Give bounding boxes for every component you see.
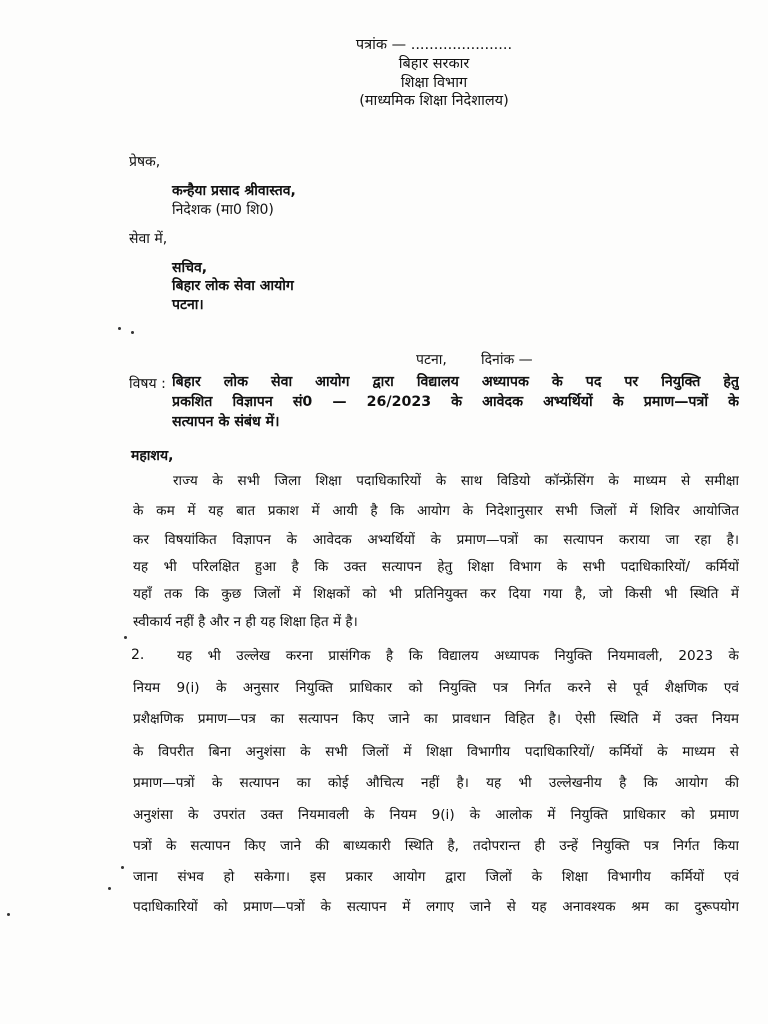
sender-name: कन्हैया प्रसाद श्रीवास्तव, [172,183,296,199]
paragraph-1-line: कर विषयांकित विज्ञापन के आवेदक अभ्यर्थियों के प्रमाण—पत्रों का सत्यापन कराया जा रहा है। [133,532,739,548]
paragraph-1-line: के कम में यह बात प्रकाश में आयी है कि आयोग के निदेशानुसार सभी जिलों में शिविर आयोजित [133,503,739,519]
header-department: शिक्षा विभाग [400,75,468,91]
paragraph-1-line: राज्य के सभी जिला शिक्षा पदाधिकारियों के साथ विडियो कॉन्फ्रेंसिंग के माध्यम से समीक्षा [173,473,739,489]
paragraph-2-line: यह भी उल्लेख करना प्रासंगिक है कि विद्यालय अध्यापक नियुक्ति नियमावली, 2023 के [177,648,739,664]
scan-speck [118,327,121,330]
paragraph-2-line: नियम 9(i) के अनुसार नियुक्ति प्राधिकार को नियुक्ति पत्र निर्गत करने से पूर्व शैक्षणिक एवं [133,680,739,696]
date-field: दिनांक — [481,352,533,368]
recipient-title: सचिव, [172,260,208,276]
paragraph-2-line: जाना संभव हो सकेगा। इस प्रकार आयोग द्वारा जिलों के शिक्षा विभागीय कर्मियों एवं [133,869,739,885]
recipient-label: सेवा में, [129,231,168,247]
paragraph-2-line: प्रमाण—पत्रों के सत्यापन का कोई औचित्य नहीं है। यह भी उल्लेखनीय है कि आयोग की [133,775,739,791]
subject-line: बिहार लोक सेवा आयोग द्वारा विद्यालय अध्यापक के पद पर नियुक्ति हेतु [172,374,739,390]
scan-speck [124,636,127,639]
sender-designation: निदेशक (मा0 शि0) [172,202,274,218]
paragraph-2-line: प्रशैक्षणिक प्रमाण—पत्र का सत्यापन किए जाने का प्रावधान विहित है। ऐसी स्थिति में उक्त नियम [133,711,739,727]
recipient-city: पटना। [172,297,204,313]
scan-speck [7,913,10,916]
paragraph-2-number: 2. [131,647,145,663]
scan-speck [121,866,124,869]
subject-line: प्रकशित विज्ञापन सं0 — 26/2023 के आवेदक अभ्यर्थियों के प्रमाण—पत्रों के [172,394,739,410]
place: पटना, [416,352,447,368]
salutation: महाशय, [131,448,174,464]
scan-speck [108,887,111,890]
subject-label: विषय : [129,376,166,392]
subject-line: सत्यापन के संबंध में। [172,414,280,430]
paragraph-1-line: यहाँ तक कि कुछ जिलों में शिक्षकों को भी प्रतिनियुक्त कर दिया गया है, जो किसी भी स्थिति में [133,586,739,602]
recipient-organization: बिहार लोक सेवा आयोग [172,278,294,294]
paragraph-2-line: के विपरीत बिना अनुशंसा के सभी जिलों में शिक्षा विभागीय पदाधिकारियों/ कर्मियों के माध्यम से [133,744,739,760]
paragraph-2-line: पत्रों के सत्यापन किए जाने की बाध्यकारी स्थिति है, तदोपरान्त ही उन्हें नियुक्ति पत्र निर्गत किया [133,838,739,854]
paragraph-1-line: यह भी परिलक्षित हुआ है कि उक्त सत्यापन हेतु शिक्षा विभाग के सभी पदाधिकारियों/ कर्मियों [133,559,739,575]
header-directorate: (माध्यमिक शिक्षा निदेशालय) [359,93,509,109]
paragraph-2-line: अनुशंसा के उपरांत उक्त नियमावली के नियम 9(i) के आलोक में नियुक्ति प्राधिकार को प्रमाण [133,807,739,823]
sender-label: प्रेषक, [129,154,161,170]
letter-number: पत्रांक — ...................... [355,37,513,53]
scan-speck [131,331,134,334]
paragraph-2-line: पदाधिकारियों को प्रमाण—पत्रों के सत्यापन में लगाए जाने से यह अनावश्यक श्रम का दुरूपयोग [133,899,739,915]
header-government: बिहार सरकार [398,56,470,72]
paragraph-1-line: स्वीकार्य नहीं है और न ही यह शिक्षा हित में है। [133,614,358,630]
